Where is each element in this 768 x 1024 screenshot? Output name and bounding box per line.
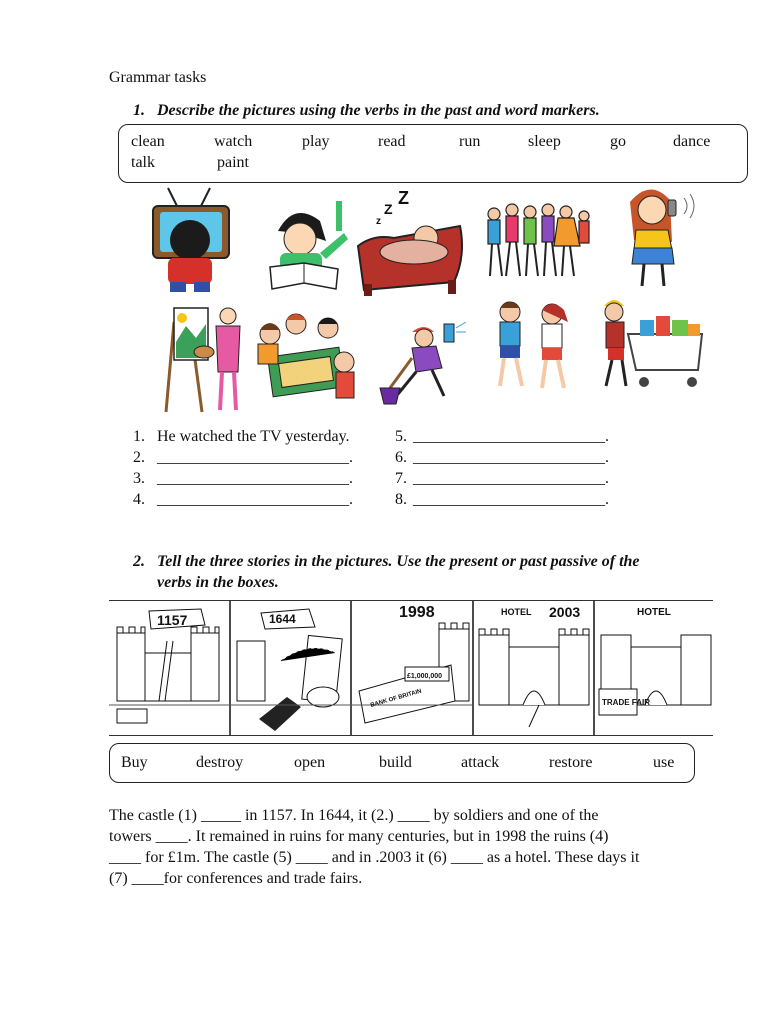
svg-text:Z: Z xyxy=(384,201,393,217)
answer-line-2 xyxy=(133,447,353,468)
svg-text:z: z xyxy=(376,216,381,227)
answer-text: He watched the TV yesterday. xyxy=(157,428,350,445)
talking-on-phone-picture xyxy=(620,182,706,288)
story-line-2: towers ____. It remained in ruins for many centuries, but in 1998 the ruins (4) xyxy=(109,828,609,845)
word-use: use xyxy=(653,754,675,771)
dancing-picture xyxy=(482,198,596,282)
task1-word-box xyxy=(118,124,748,183)
answer-line-1 xyxy=(133,426,350,447)
panel-2003 xyxy=(479,629,589,727)
answer-number: 1. xyxy=(133,428,145,445)
task1-heading xyxy=(133,100,600,121)
running-picture xyxy=(490,300,578,392)
answer-number: 6. xyxy=(395,449,407,466)
answer-line-8 xyxy=(395,489,609,510)
word-watch: watch xyxy=(214,133,253,150)
answer-number: 7. xyxy=(395,470,407,487)
word-read: read xyxy=(378,133,406,150)
label-year-1998: 1998 xyxy=(399,604,435,621)
sleeping-picture xyxy=(354,186,468,298)
word-play: play xyxy=(302,133,330,150)
word-talk: talk xyxy=(131,154,155,171)
word-attack: attack xyxy=(461,754,500,771)
task2-heading-line1: Tell the three stories in the pictures. Use the present or past passive of the xyxy=(157,553,640,570)
task2-number: 2. xyxy=(133,553,145,570)
word-clean: clean xyxy=(131,133,165,150)
answer-line-5 xyxy=(395,426,609,447)
word-build: build xyxy=(379,754,412,771)
playing-board-game-picture xyxy=(256,312,356,404)
answer-number: 3. xyxy=(133,470,145,487)
task2-heading-line2: verbs in the boxes. xyxy=(157,574,279,591)
panel-1644 xyxy=(230,609,351,731)
answer-blank[interactable]: ________________________. xyxy=(157,491,353,508)
answer-line-4 xyxy=(133,489,353,510)
answer-blank[interactable]: ________________________. xyxy=(413,470,609,487)
castle-story-strip xyxy=(109,600,713,736)
answer-number: 4. xyxy=(133,491,145,508)
word-dance: dance xyxy=(673,133,711,150)
task2-heading xyxy=(133,551,733,593)
label-hotel-2003: HOTEL xyxy=(501,607,532,617)
word-run: run xyxy=(459,133,481,150)
answer-number: 5. xyxy=(395,428,407,445)
task1-heading-text: Describe the pictures using the verbs in the past and word markers. xyxy=(157,102,600,119)
label-trade-fair: TRADE FAIR xyxy=(602,698,650,707)
answer-number: 2. xyxy=(133,449,145,466)
story-line-1: The castle (1) _____ in 1157. In 1644, it (2.) ____ by soldiers and one of the xyxy=(109,807,599,824)
answer-blank[interactable]: ________________________. xyxy=(413,449,609,466)
word-buy: Buy xyxy=(121,754,148,771)
story-paragraph xyxy=(109,805,714,889)
word-paint: paint xyxy=(217,154,249,171)
answer-line-6 xyxy=(395,447,609,468)
svg-text:Z: Z xyxy=(398,188,409,208)
label-hotel-sign: HOTEL xyxy=(637,607,671,618)
page-title: Grammar tasks xyxy=(109,69,207,86)
story-line-3: ____ for £1m. The castle (5) ____ and in .2003 it (6) ____ as a hotel. These days it xyxy=(109,849,640,866)
answer-number: 8. xyxy=(395,491,407,508)
label-year-1644: 1644 xyxy=(269,612,296,626)
shopping-picture xyxy=(598,294,706,392)
label-bank-of-britain: BANK OF BRITAIN xyxy=(369,688,423,709)
answer-blank[interactable]: ________________________. xyxy=(157,470,353,487)
word-open: open xyxy=(294,754,326,771)
label-amount: £1,000,000 xyxy=(407,673,443,680)
word-sleep: sleep xyxy=(528,133,561,150)
answer-line-3 xyxy=(133,468,353,489)
task1-number: 1. xyxy=(133,102,145,119)
word-restore: restore xyxy=(549,754,593,771)
word-destroy: destroy xyxy=(196,754,244,771)
answer-line-7 xyxy=(395,468,609,489)
label-year-1157: 1157 xyxy=(157,612,188,628)
reading-picture xyxy=(264,193,350,293)
answer-blank[interactable]: ________________________. xyxy=(413,491,609,508)
answer-blank[interactable]: ________________________. xyxy=(413,428,609,445)
cleaning-picture xyxy=(372,318,468,408)
story-line-4: (7) ____for conferences and trade fairs. xyxy=(109,870,363,887)
label-year-2003: 2003 xyxy=(549,604,581,620)
tv-watching-picture xyxy=(148,186,234,294)
answer-blank[interactable]: ________________________. xyxy=(157,449,353,466)
painting-picture xyxy=(160,302,244,414)
word-go: go xyxy=(610,133,626,150)
